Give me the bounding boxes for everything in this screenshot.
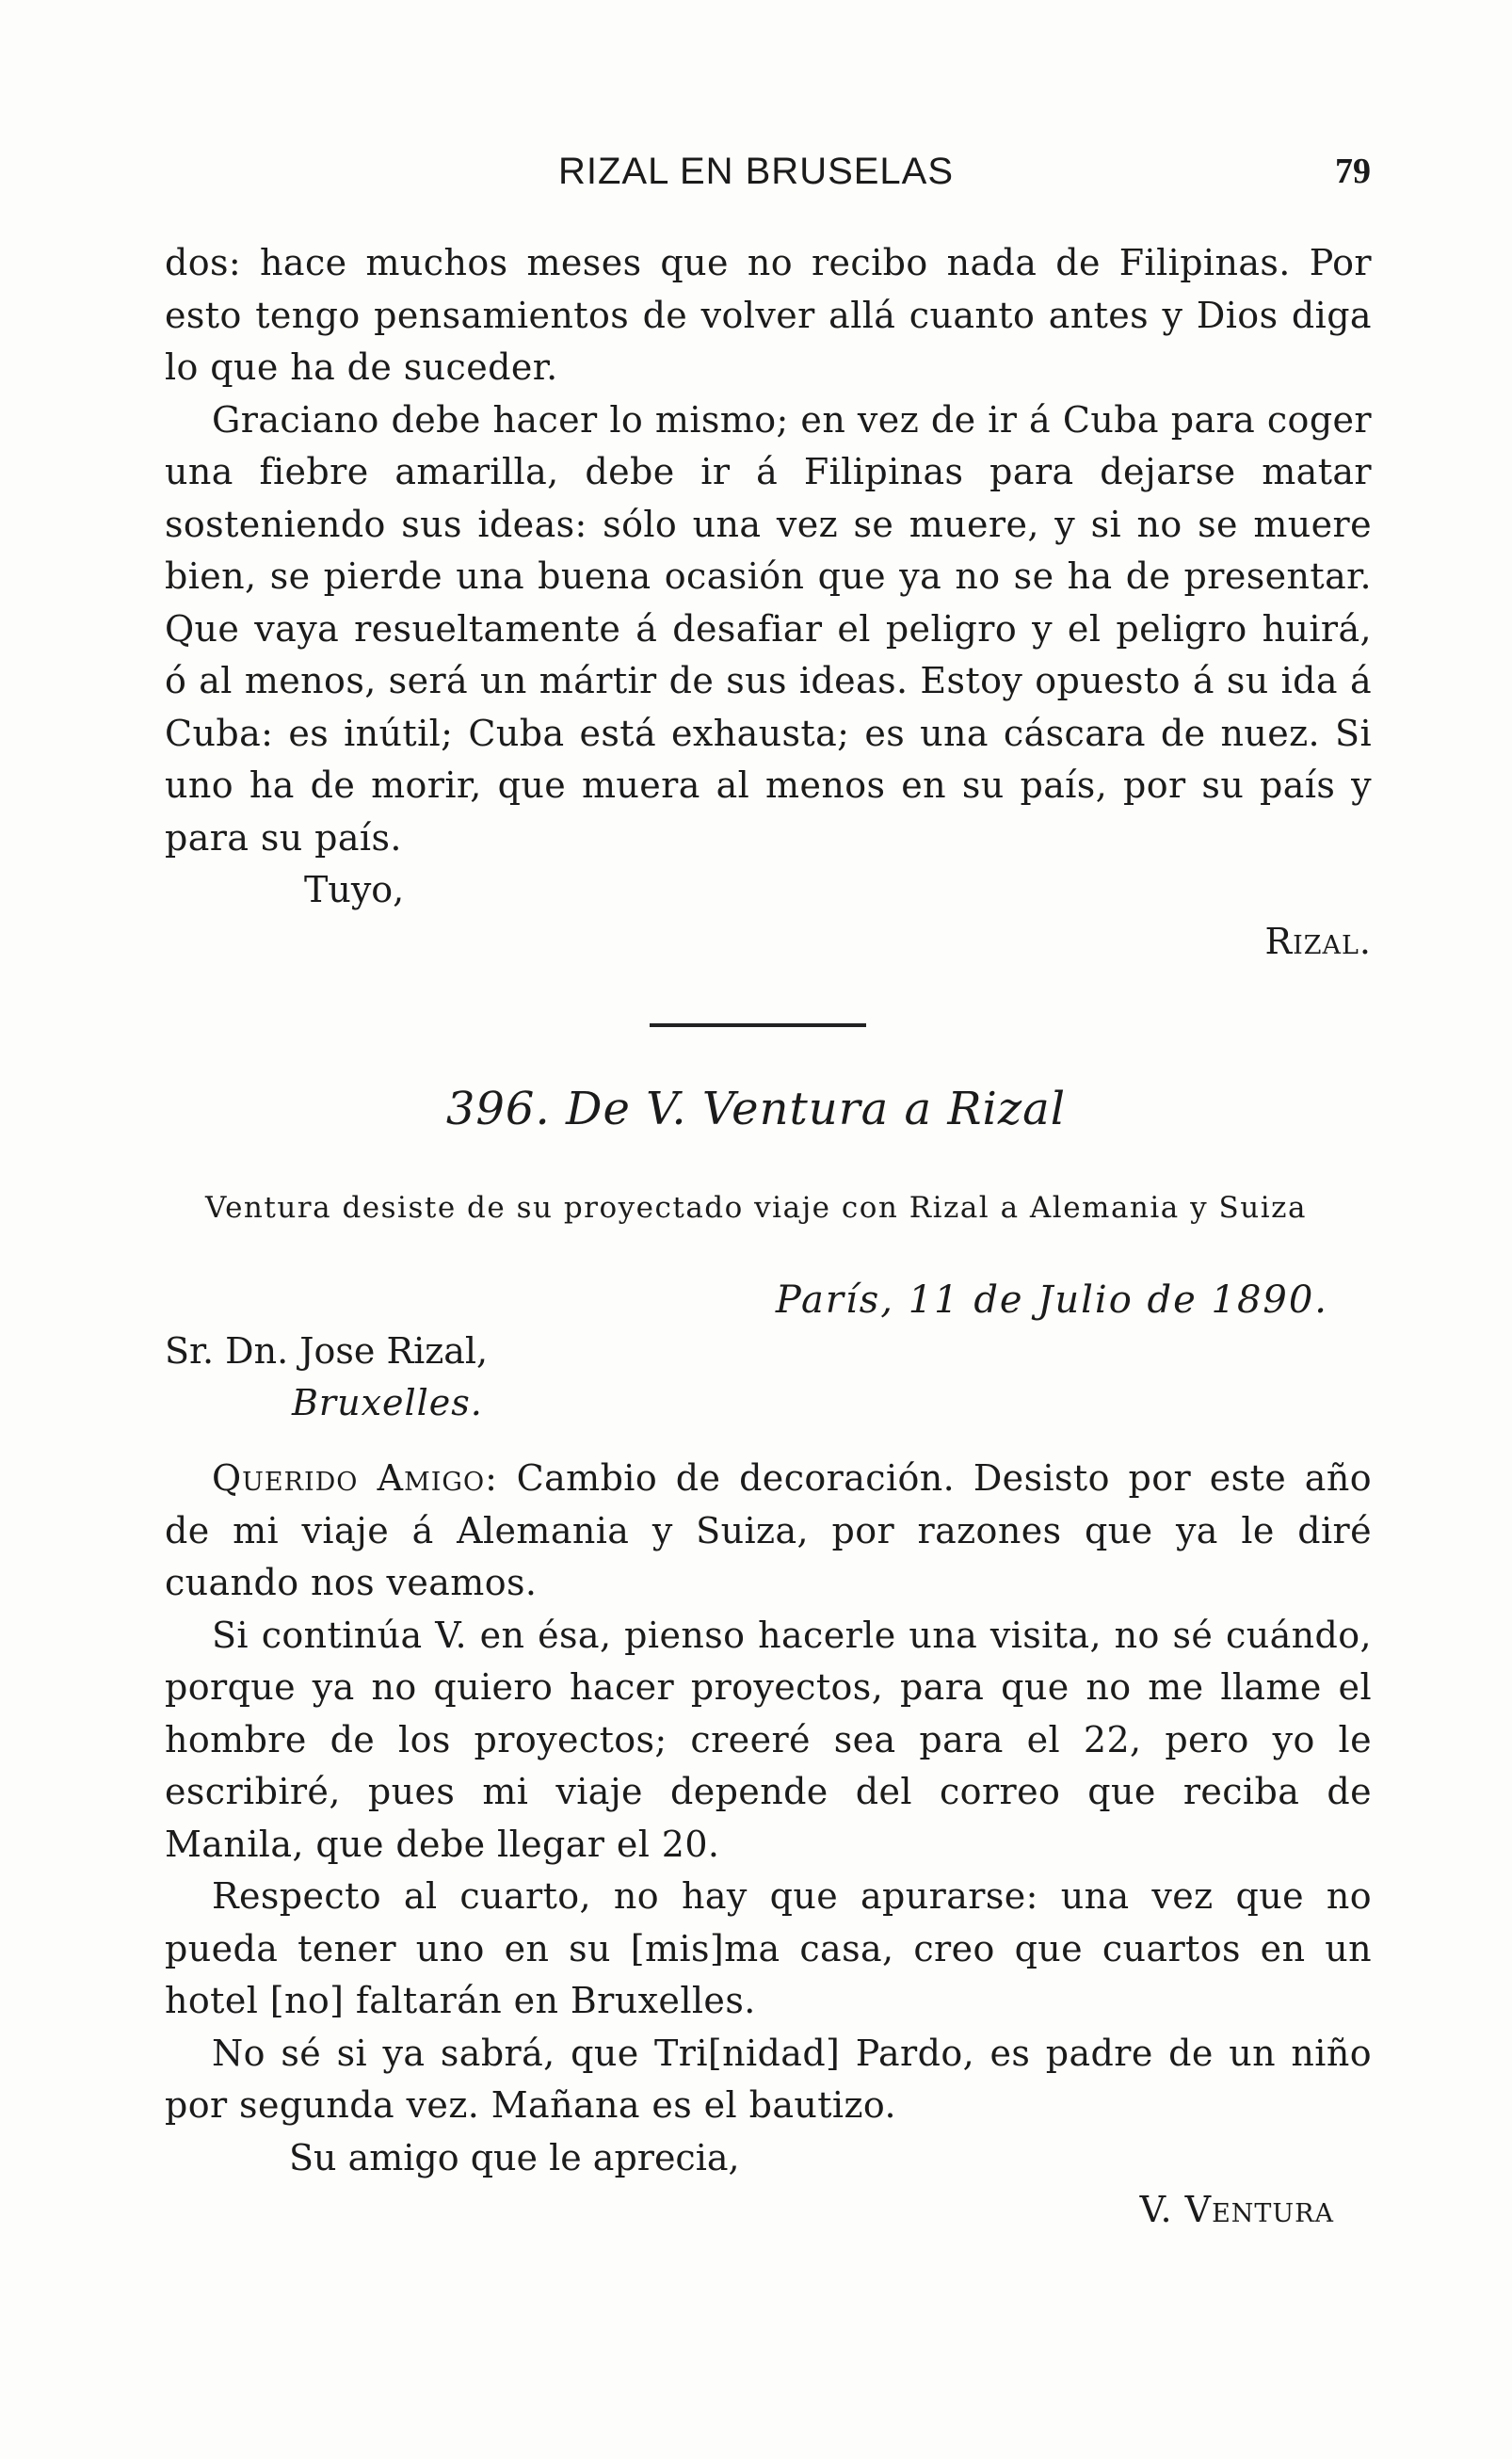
letter-address <box>165 1326 488 1429</box>
page-number: 79 <box>1335 152 1371 191</box>
section-divider <box>650 1023 866 1027</box>
previous-letter-body <box>165 237 1372 968</box>
paragraph: No sé si ya sabrá, que Tri[nidad] Pardo, es padre de un niño por segunda vez. Mañana es el bautizo. <box>165 2032 1372 2126</box>
paragraph: dos: hace muchos meses que no recibo nada de Filipinas. Por esto tengo pensamientos de volver allá cuanto antes y Dios diga lo que ha de suceder. <box>165 242 1372 388</box>
letter-dateline: París, 11 de Julio de 1890. <box>775 1278 1328 1322</box>
addressee: Sr. Dn. Jose Rizal, <box>165 1330 489 1372</box>
paragraph-text: Cambio de decoración. Desisto por este año de mi viaje á Alemania y Suiza, por razones que ya le diré cuando nos veamos. <box>165 1457 1373 1603</box>
salutation: Querido Amigo: <box>212 1457 498 1499</box>
signature-rizal: Rizal. <box>1264 921 1372 962</box>
paragraph: Si continúa V. en ésa, pienso hacerle una visita, no sé cuándo, porque ya no quiero hacer proyectos, para que no me llame el hombre de los proyectos; creeré sea para el 22, pero yo le escribiré, pues mi viaje depende del correo que reciba de Manila, que debe llegar el 20. <box>165 1614 1372 1865</box>
letter-title: 396. De V. Ventura a Rizal <box>445 1083 1067 1135</box>
valediction: Tuyo, <box>304 869 405 910</box>
letter-summary: Ventura desiste de su proyectado viaje con Rizal a Alemania y Suiza <box>205 1191 1307 1225</box>
signature-ventura: V. Ventura <box>1139 2188 1334 2230</box>
paragraph: Respecto al cuarto, no hay que apurarse: una vez que no pueda tener uno en su [mis]ma casa, creo que cuartos en un hotel [no] faltarán en Bruxelles. <box>165 1875 1372 2021</box>
page-header <box>0 151 1512 217</box>
running-head: RIZAL EN BRUSELAS <box>557 151 955 192</box>
addressee-city: Bruxelles. <box>292 1382 483 1423</box>
letter-body <box>165 1453 1372 2236</box>
closing: Su amigo que le aprecia, <box>289 2136 740 2178</box>
paragraph: Graciano debe hacer lo mismo; en vez de ir á Cuba para coger una fiebre amarilla, debe ir á Filipinas para dejarse matar sosteniendo sus ideas: sólo una vez se muere, y si no se muere bien, se pierde una buena ocasión que ya no se ha de presentar. Que vaya resueltamente á desafiar el peligro y el peligro huirá, ó al menos, será un mártir de sus ideas. Estoy opuesto á su ida á Cuba: es inútil; Cuba está exhausta; es una cáscara de nuez. Si uno ha de morir, que muera al menos en su país, por su país y para su país. <box>165 398 1372 859</box>
paragraph <box>165 1453 1372 1610</box>
